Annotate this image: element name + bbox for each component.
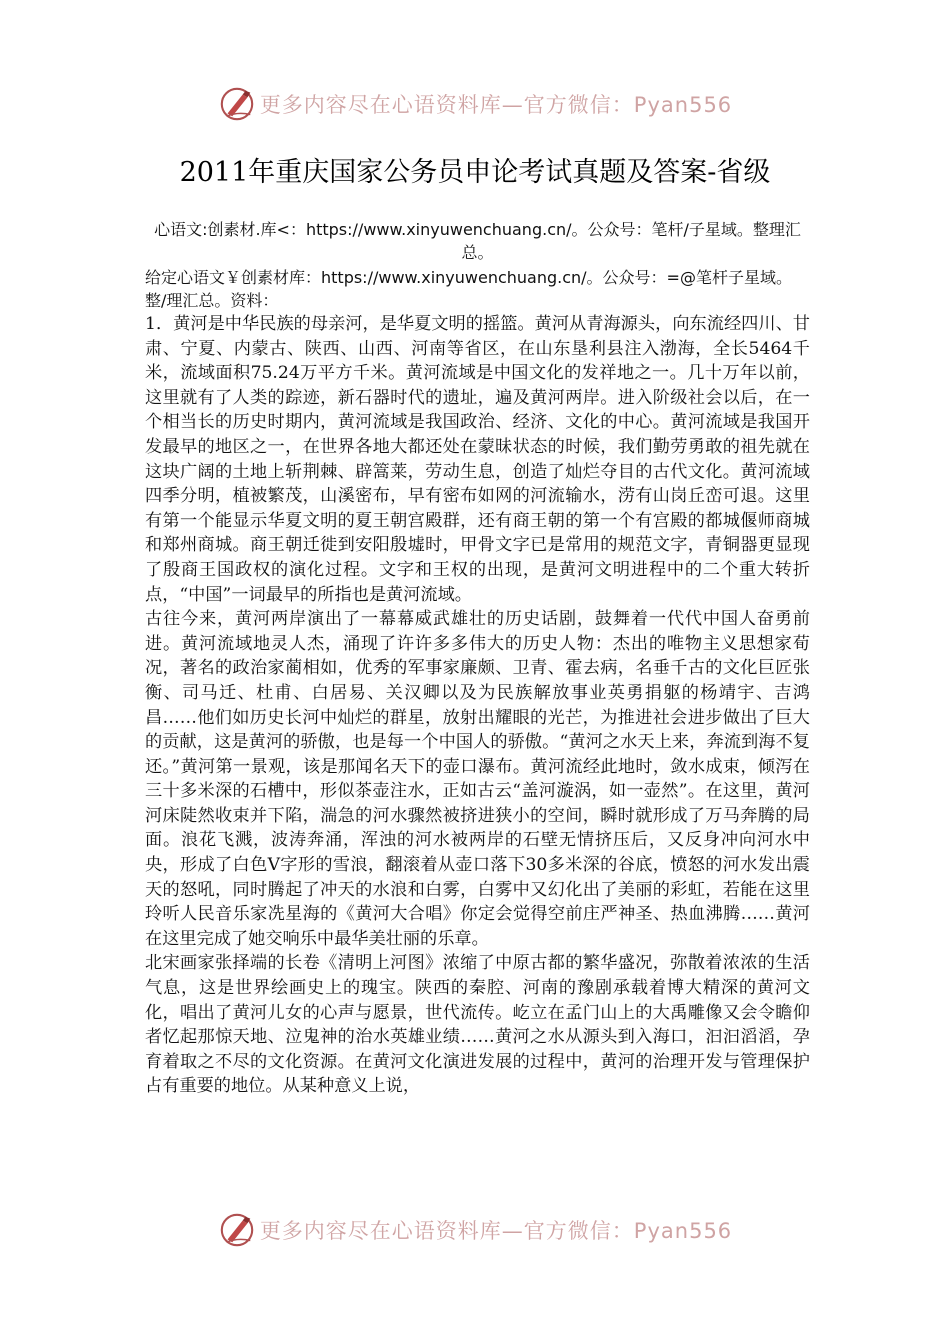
header-watermark-banner [0,82,950,126]
header-watermark-text: 更多内容尽在心语资料库—官方微信：Pyan556 [259,93,733,117]
paragraph-3: 北宋画家张择端的长卷《清明上河图》浓缩了中原古都的繁华盛况，弥散着浓浓的生活气息，这是世界绘画史上的瑰宝。陕西的秦腔、河南的豫剧承载着博大精深的黄河文化，唱出了黄河儿女的心声与愿景，世代流传。屹立在孟门山上的大禹雕像又会令瞻仰者忆起那惊天地、泣鬼神的治水英雄业绩……黄河之水从源头到入海口，汩汩滔滔，孕育着取之不尽的文化资源。在黄河文化演进发展的过程中，黄河的治理开发与管理保护占有重要的地位。从某种意义上说， [145,953,810,1097]
document-body [145,218,810,1099]
pen-nib-logo-icon [218,1211,256,1249]
footer-watermark-text: 更多内容尽在心语资料库—官方微信：Pyan556 [259,1219,733,1243]
intro-line-2: 给定心语文￥创素材库：https://www.xinyuwenchuang.cn/。公众号：=@笔杆子星域。整/理汇总。资料： [145,268,792,310]
paragraph-1: 1．黄河是中华民族的母亲河，是华夏文明的摇篮。黄河从青海源头，向东流经四川、甘肃、宁夏、内蒙古、陕西、山西、河南等省区，在山东垦利县注入渤海，全长5464千米，流域面积75.24万平方千米。黄河流域是中国文化的发祥地之一。几十万年以前，这里就有了人类的踪迹，新石器时代的遗址，遍及黄河两岸。进入阶级社会以后，在一个相当长的历史时期内，黄河流域是我国政治、经济、文化的中心。黄河流域是我国开发最早的地区之一，在世界各地大都还处在蒙昧状态的时候，我们勤劳勇敢的祖先就在这块广阔的土地上斩荆棘、辟篙莱，劳动生息，创造了灿烂夺目的古代文化。黄河流域四季分明，植被繁茂，山溪密布，早有密布如网的河流输水，涝有山岗丘峦可退。这里有第一个能显示华夏文明的夏王朝宫殿群，还有商王朝的第一个有宫殿的都城偃师商城和郑州商城。商王朝迁徙到安阳殷墟时，甲骨文字已是常用的规范文字，青铜器更显现了殷商王国政权的演化过程。文字和王权的出现，是黄河文明进程中的二个重大转折点，“中国”一词最早的所指也是黄河流域。 [145,314,810,605]
document-title: 2011年重庆国家公务员申论考试真题及答案-省级 [179,157,771,188]
footer-watermark-banner [0,1208,950,1252]
pen-nib-logo-icon [218,85,256,123]
paragraph-2: 古往今来，黄河两岸演出了一幕幕威武雄壮的历史话剧，鼓舞着一代代中国人奋勇前进。黄河流域地灵人杰，涌现了许许多多伟大的历史人物：杰出的唯物主义思想家荀况，著名的政治家蔺相如，优秀的军事家廉颇、卫青、霍去病，名垂千古的文化巨匠张衡、司马迁、杜甫、白居易、关汉卿以及为民族解放事业英勇捐躯的杨靖宇、吉鸿昌……他们如历史长河中灿烂的群星，放射出耀眼的光芒，为推进社会进步做出了巨大的贡献，这是黄河的骄傲，也是每一个中国人的骄傲。“黄河之水天上来，奔流到海不复还。”黄河第一景观，该是那闻名天下的壶口瀑布。黄河流经此地时，敛水成束，倾泻在三十多米深的石槽中，形似茶壶注水，正如古云“盖河漩涡，如一壶然”。在这里，黄河河床陡然收束并下陷，湍急的河水骤然被挤进狭小的空间，瞬时就形成了万马奔腾的局面。浪花飞溅，波涛奔涌，浑浊的河水被两岸的石壁无情挤压后，又反身冲向河水中央，形成了白色V字形的雪浪，翻滚着从壶口落下30多米深的谷底，愤怒的河水发出震天的怒吼，同时腾起了冲天的水浪和白雾，白雾中又幻化出了美丽的彩虹，若能在这里玲听人民音乐家冼星海的《黄河大合唱》你定会觉得空前庄严神圣、热血沸腾……黄河在这里完成了她交响乐中最华美壮丽的乐章。 [145,609,810,949]
intro-line-1: 心语文:创素材.库<：https://www.xinyuwenchuang.cn/。公众号：笔杆/子星域。整理汇总。 [154,220,801,262]
